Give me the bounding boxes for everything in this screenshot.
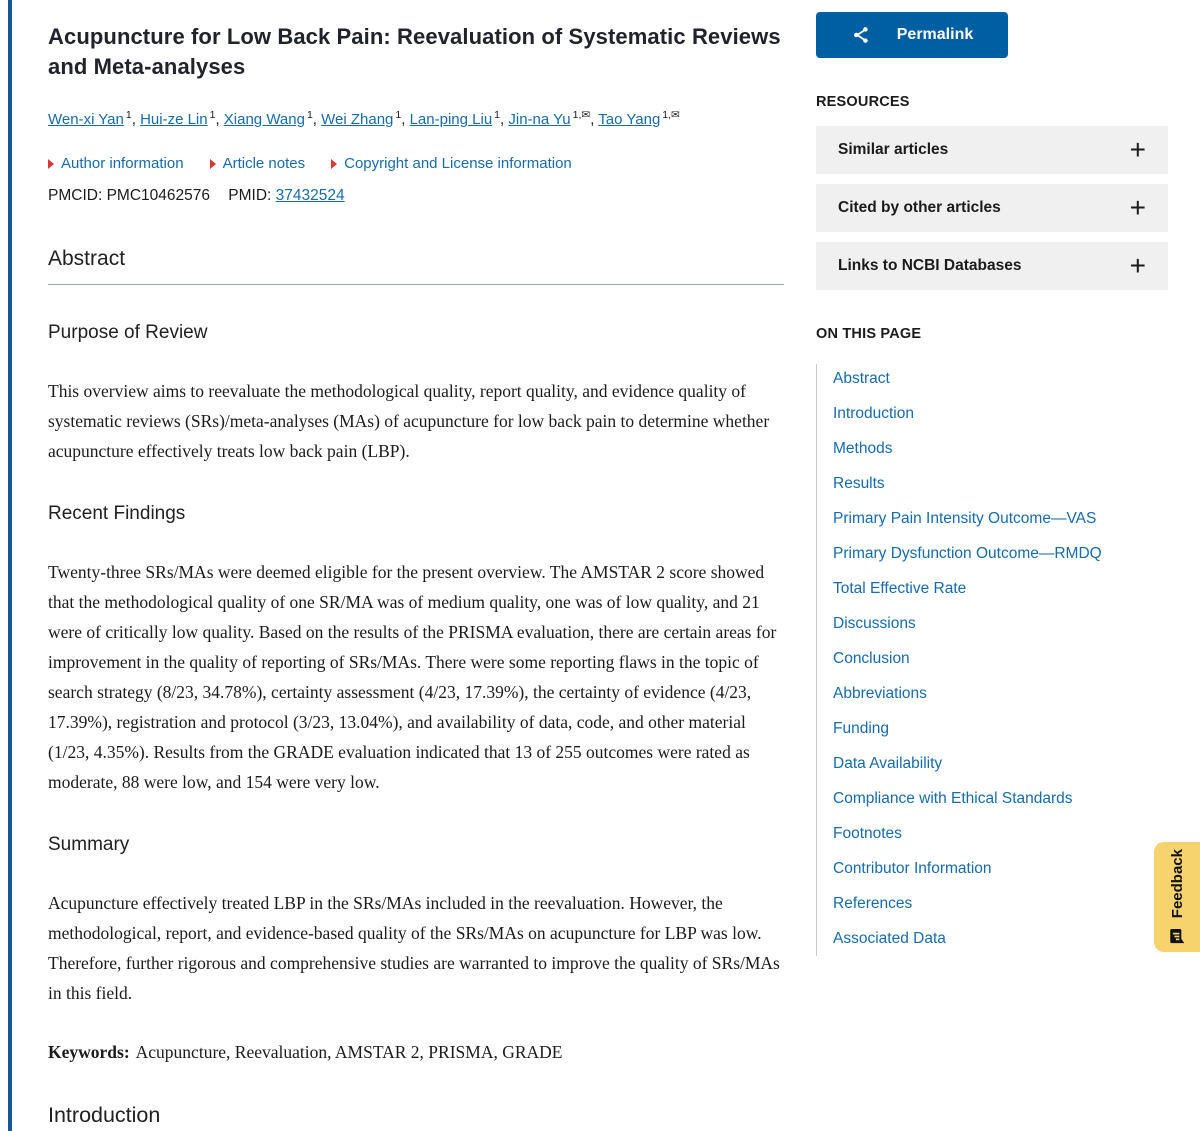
toc-link[interactable]: Total Effective Rate [833,580,967,597]
toc-link[interactable]: Methods [833,440,893,457]
toc-link[interactable]: Footnotes [833,825,902,842]
author-separator: , [401,111,410,128]
author-superscript: 1,✉ [662,109,680,121]
toc-item [833,615,1168,633]
toc-item [833,755,1168,773]
article-main [48,12,784,1128]
meta-link-anchor[interactable]: Article notes [222,155,306,172]
on-this-page-heading: ON THIS PAGE [816,326,922,342]
findings-heading: Recent Findings [48,503,186,524]
purpose-paragraph: This overview aims to reevaluate the methodological quality, report quality, and evidence quality of systematic reviews (SRs)/meta-analyses (MAs) of acupuncture for low back pain to determine whether acupuncture effectively treats low back pain (LBP). [48,381,770,461]
accordion-label: Links to NCBI Databases [838,257,1022,274]
author-link[interactable]: Wei Zhang [321,111,394,128]
permalink-button[interactable] [816,12,1008,58]
author-separator: , [590,111,599,128]
author-separator: , [312,111,322,128]
toc-item [833,405,1168,423]
toc-item [833,790,1168,808]
summary-heading: Summary [48,834,130,855]
accordion-row[interactable] [816,126,1168,174]
author [410,111,509,128]
feedback-label: Feedback [1168,849,1186,919]
author-separator: , [131,111,141,128]
toc-item [833,650,1168,668]
abstract-heading: Abstract [48,247,784,285]
toc-item [833,440,1168,458]
toc-item [833,370,1168,388]
red-triangle-icon [48,159,54,169]
toc-link[interactable]: Associated Data [833,930,946,947]
toc-item [833,825,1168,843]
toc-link[interactable]: Primary Dysfunction Outcome—RMDQ [833,545,1102,562]
resources-heading: RESOURCES [816,94,910,110]
toc-link[interactable]: Results [833,475,885,492]
article-meta-links [48,155,784,172]
keywords-row [48,1042,784,1063]
toc-link[interactable]: Contributor Information [833,860,992,877]
pmid-link[interactable]: 37432524 [275,187,345,204]
accordion-row[interactable] [816,184,1168,232]
toc-link[interactable]: Compliance with Ethical Standards [833,790,1073,807]
author-superscript: 1 [306,109,313,121]
author [598,111,680,128]
author-superscript: 1 [209,109,216,121]
plus-icon: + [1129,192,1146,223]
keywords-label: Keywords: [48,1042,130,1062]
toc-link[interactable]: Introduction [833,405,914,422]
article-ids-row [48,187,784,205]
red-triangle-icon [210,159,216,169]
meta-link-anchor[interactable]: Copyright and License information [344,155,572,172]
meta-link [48,155,184,172]
toc-link[interactable]: Conclusion [833,650,910,667]
summary-paragraph: Acupuncture effectively treated LBP in the SRs/MAs included in the reevaluation. However, the methodological, report, and evidence-based quality of the SRs/MAs on acupuncture for LBP was low. Therefore, further rigorous and comprehensive studies are warranted to improve the quality of SRs/MAs in this field. [48,893,780,1003]
share-icon [851,25,871,45]
author-link[interactable]: Hui-ze Lin [140,111,208,128]
purpose-heading: Purpose of Review [48,322,208,343]
meta-link-anchor[interactable]: Author information [61,155,184,172]
author [48,111,140,128]
toc-item [833,895,1168,913]
feedback-comment-icon [1169,928,1186,945]
keywords-text: Acupuncture, Reevaluation, AMSTAR 2, PRISMA, GRADE [135,1042,563,1062]
authors-list [48,104,784,131]
author-superscript: 1 [395,109,402,121]
author-link[interactable]: Xiang Wang [223,111,305,128]
toc-item [833,475,1168,493]
pmcid-value: PMC10462576 [106,187,210,204]
toc-item [833,580,1168,598]
accordion-row[interactable] [816,242,1168,290]
toc-link[interactable]: Data Availability [833,755,943,772]
author-link[interactable]: Tao Yang [598,111,661,128]
author-superscript: 1,✉ [572,109,591,121]
feedback-tab[interactable] [1154,842,1200,952]
toc-item [833,860,1168,878]
meta-link [331,155,572,172]
introduction-heading: Introduction [48,1103,161,1127]
article-title: Acupuncture for Low Back Pain: Reevaluation of Systematic Reviews and Meta-analyses [48,24,781,79]
toc-link[interactable]: Discussions [833,615,916,632]
pmcid-label: PMCID: [48,187,103,204]
author-superscript: 1 [494,109,501,121]
toc-item [833,930,1168,948]
toc-link[interactable]: Abbreviations [833,685,927,702]
author [224,111,321,128]
resources-accordions [816,126,1168,290]
permalink-label: Permalink [896,26,974,43]
author-link[interactable]: Lan-ping Liu [409,111,493,128]
accordion-label: Similar articles [838,141,949,158]
toc-link[interactable]: Abstract [833,370,890,387]
accordion-label: Cited by other articles [838,199,1001,216]
toc-item [833,685,1168,703]
toc-item [833,545,1168,563]
toc-link[interactable]: Primary Pain Intensity Outcome—VAS [833,510,1097,527]
author-superscript: 1 [125,109,132,121]
author-link[interactable]: Wen-xi Yan [48,111,124,128]
author [140,111,224,128]
on-this-page-nav [816,364,1168,956]
pmid-label: PMID: [228,187,272,204]
plus-icon: + [1129,134,1146,165]
sidebar [816,12,1168,956]
meta-link [210,155,306,172]
author [321,111,409,128]
toc-item [833,510,1168,528]
toc-item [833,720,1168,738]
author-separator: , [500,111,509,128]
author [508,111,598,128]
toc-link[interactable]: References [833,895,913,912]
toc-link[interactable]: Funding [833,720,890,737]
red-triangle-icon [331,159,337,169]
author-separator: , [215,111,224,128]
window-left-accent-divider [8,0,12,1131]
plus-icon: + [1129,250,1146,281]
findings-paragraph: Twenty-three SRs/MAs were deemed eligible for the present overview. The AMSTAR 2 score showed that the methodological quality of one SR/MA was of medium quality, one was of low quality, and 21 were of critically low quality. Based on the results of the PRISMA evaluation, there are certain areas for improvement in the quality of reporting of SRs/MAs. There were some reporting flaws in the topic of search strategy (8/23, 34.78%), certainty assessment (4/23, 17.39%), the certainty of evidence (4/23, 17.39%), registration and protocol (3/23, 13.04%), and availability of data, code, and other material (1/23, 4.35%). Results from the GRADE evaluation indicated that 13 of 255 outcomes were rated as moderate, 88 were low, and 154 were very low. [48,562,777,792]
author-link[interactable]: Jin-na Yu [508,111,571,128]
